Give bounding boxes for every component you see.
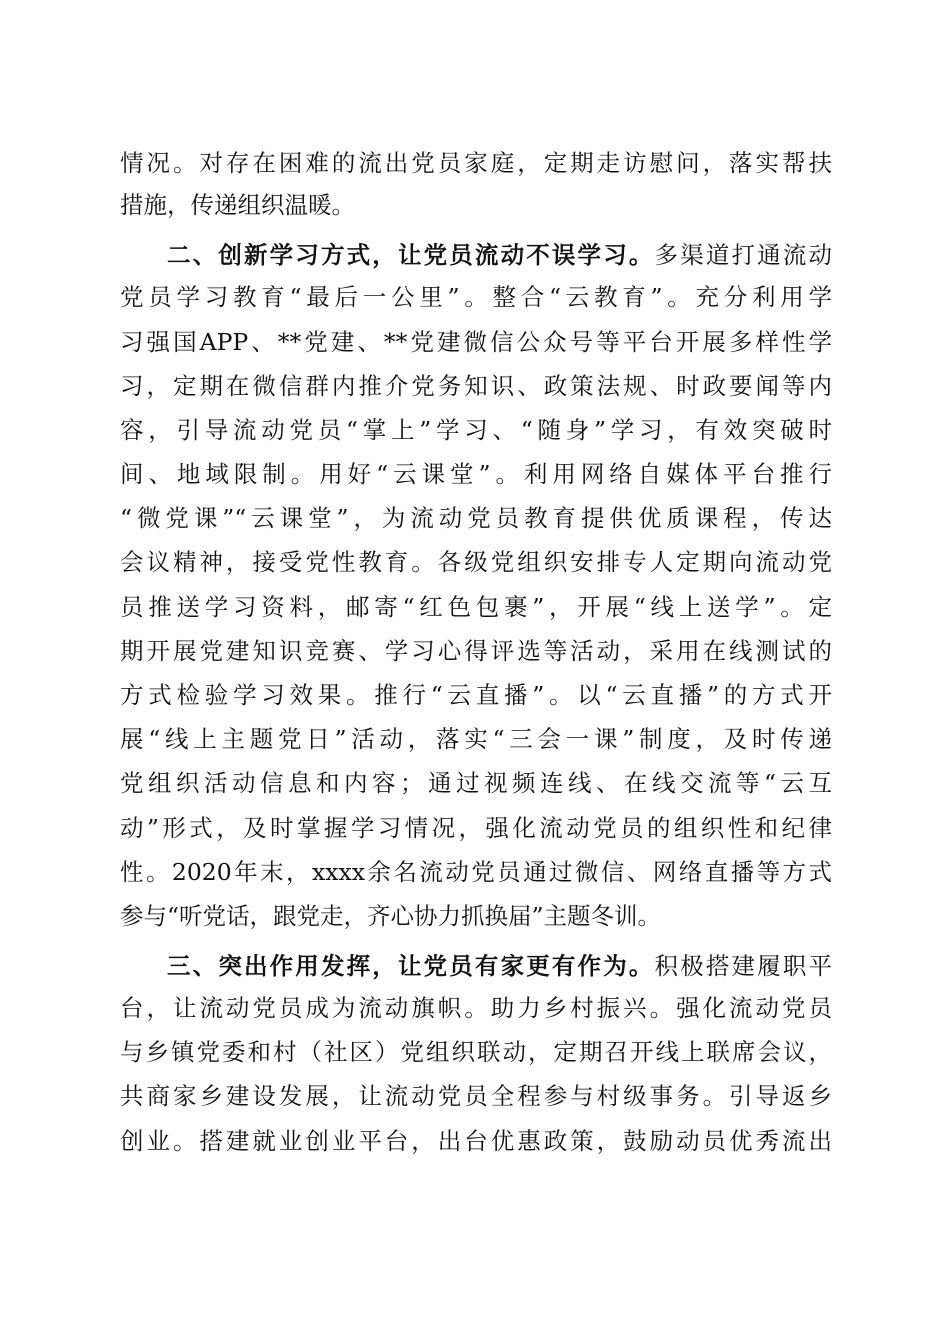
paragraph-2-line: 员推送学习资料，邮寄“红色包裹”，开展“线上送学”。定	[120, 593, 832, 621]
section-heading-2: 二、创新学习方式，让党员流动不误学习。	[167, 241, 655, 269]
paragraph-1-line-2: 措施，传递组织温暖。	[120, 191, 355, 219]
paragraph-3-line: 台，让流动党员成为流动旗帜。助力乡村振兴。强化流动党员	[120, 994, 832, 1022]
paragraph-2-line: 党员学习教育“最后一公里”。整合“云教育”。充分利用学	[120, 283, 832, 311]
paragraph-2-line: 期开展党建知识竞赛、学习心得评选等活动，采用在线测试的	[120, 637, 832, 665]
paragraph-2-line: 党组织活动信息和内容；通过视频连线、在线交流等“云互	[120, 769, 832, 797]
paragraph-2-line: 习，定期在微信群内推介党务知识、政策法规、时政要闻等内	[120, 372, 832, 400]
paragraph-2-line-1	[167, 234, 832, 276]
paragraph-3-line-1	[167, 945, 832, 987]
paragraph-3-lead-text: 积极搭建履职平	[654, 952, 833, 980]
paragraph-2-line: 方式检验学习效果。推行“云直播”。以“云直播”的方式开	[120, 681, 832, 709]
paragraph-2-line: 容，引导流动党员“掌上”学习、“随身”学习，有效突破时	[120, 416, 832, 444]
paragraph-2-lead-text: 多渠道打通流动	[654, 241, 833, 269]
paragraph-3-line: 与乡镇党委和村（社区）党组织联动，定期召开线上联席会议，	[120, 1038, 832, 1066]
paragraph-2-line: 间、地域限制。用好“云课堂”。利用网络自媒体平台推行	[120, 460, 832, 488]
paragraph-2-line: 展“线上主题党日”活动，落实“三会一课”制度，及时传递	[120, 725, 832, 753]
paragraph-2-line: 参与“听党话，跟党走，齐心协力抓换届”主题冬训。	[120, 902, 662, 930]
section-heading-3: 三、突出作用发挥，让党员有家更有作为。	[167, 952, 655, 980]
paragraph-1-line-1: 情况。对存在困难的流出党员家庭，定期走访慰问，落实帮扶	[120, 149, 832, 177]
paragraph-2-line: 性。2020年末，xxxx余名流动党员通过微信、网络直播等方式	[120, 858, 832, 886]
paragraph-3-line: 创业。搭建就业创业平台，出台优惠政策，鼓励动员优秀流出	[120, 1127, 832, 1155]
paragraph-2-line: 会议精神，接受党性教育。各级党组织安排专人定期向流动党	[120, 548, 832, 576]
paragraph-2-line: “微党课”“云课堂”，为流动党员教育提供优质课程，传达	[120, 504, 832, 532]
paragraph-2-line: 习强国APP、**党建、**党建微信公众号等平台开展多样性学	[120, 328, 832, 356]
paragraph-2-line: 动”形式，及时掌握学习情况，强化流动党员的组织性和纪律	[120, 814, 832, 842]
paragraph-3-line: 共商家乡建设发展，让流动党员全程参与村级事务。引导返乡	[120, 1082, 832, 1110]
